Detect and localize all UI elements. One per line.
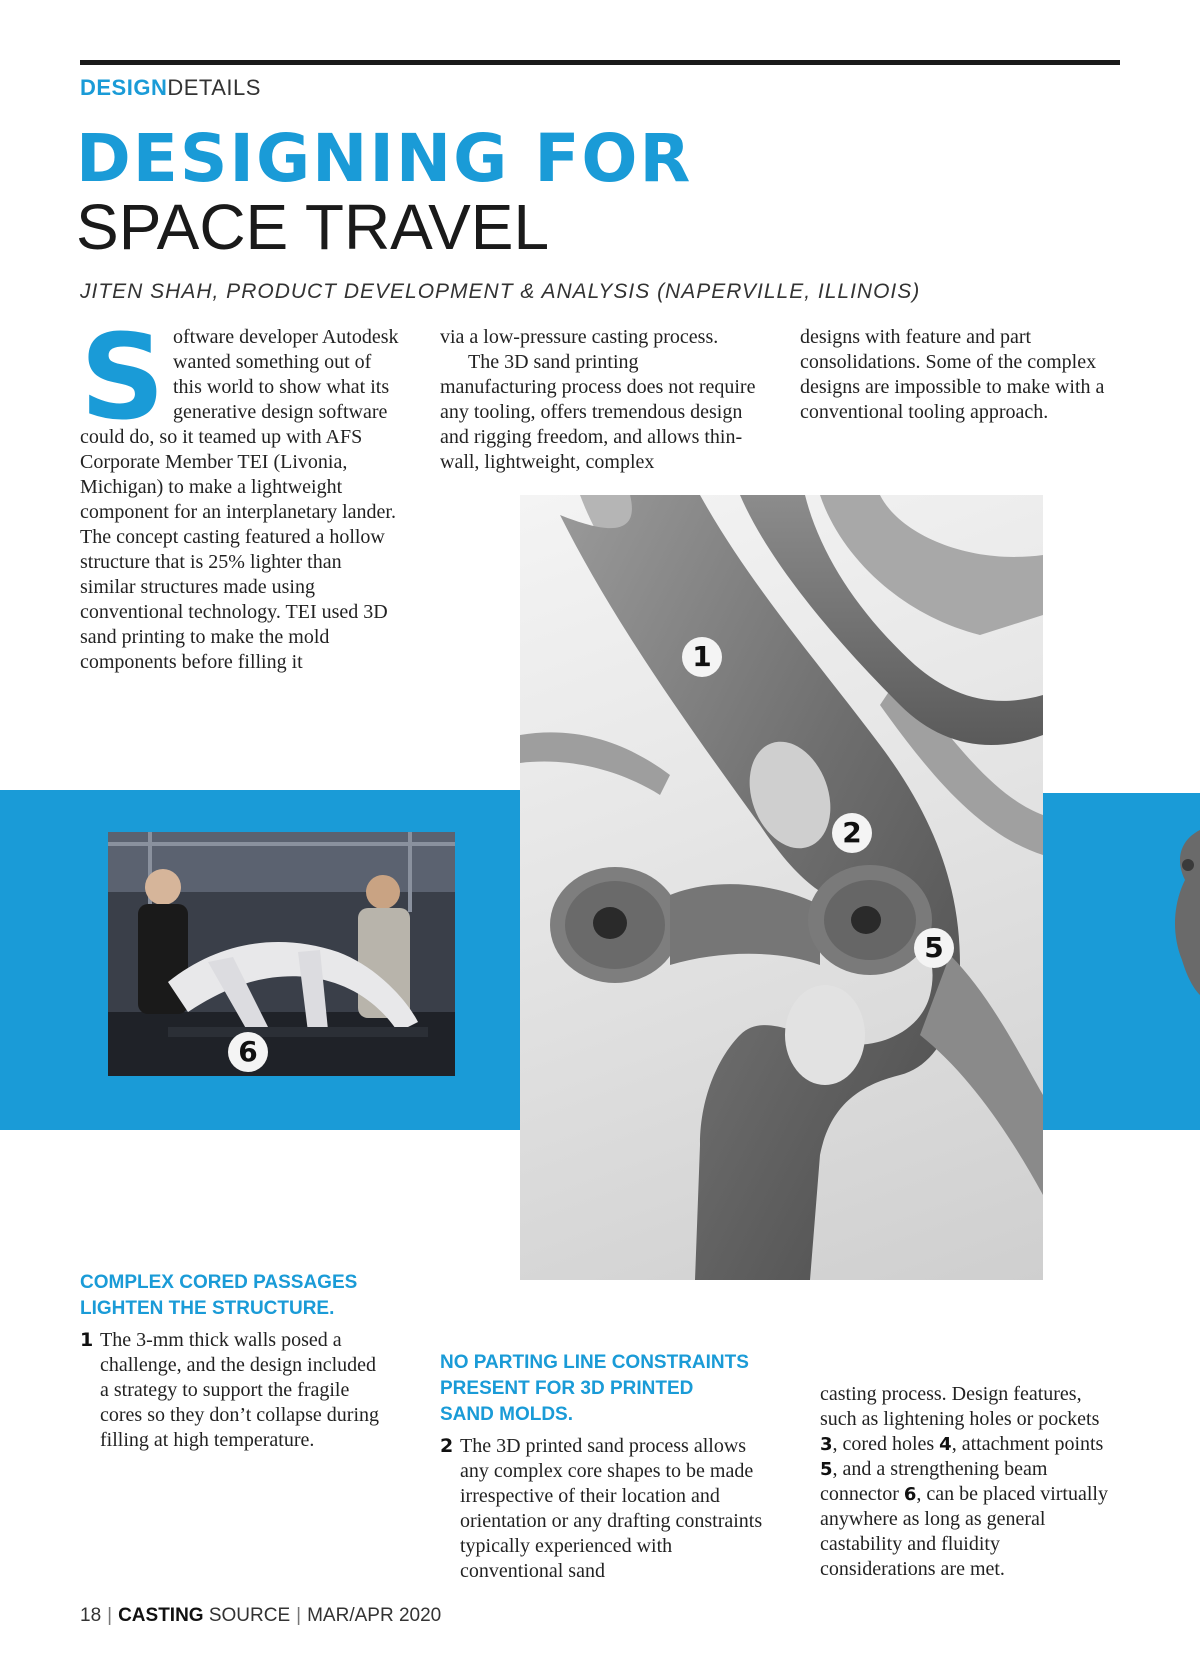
- callout-1-heading: COMPLEX CORED PASSAGES LIGHTEN THE STRUCTURE.: [80, 1272, 358, 1319]
- callout-2-number: 2: [440, 1435, 454, 1457]
- marker-1: 1: [682, 637, 722, 677]
- ref-number-6: 6: [903, 1484, 917, 1505]
- callout-2: [440, 1350, 770, 1584]
- callout-1-number: 1: [80, 1329, 94, 1351]
- callout-2-text: The 3D printed sand process allows any complex core shapes to be made irrespective of their location and orientation or any drafting constraints typically experienced with conventional sand: [460, 1435, 763, 1582]
- page-number: 18: [80, 1605, 102, 1626]
- cont-text-5: , can be placed virtually anywhere as long as general castability and fluidity considerations are met.: [820, 1483, 1108, 1580]
- byline: JITEN SHAH, PRODUCT DEVELOPMENT & ANALYSIS (NAPERVILLE, ILLINOIS): [80, 280, 921, 303]
- casting-sliver: [1170, 820, 1200, 1000]
- casting-sliver-illustration: [1170, 820, 1200, 1000]
- section-label-strong: DESIGN: [80, 75, 168, 100]
- marker-2: 2: [832, 813, 872, 853]
- marker-5: 5: [914, 928, 954, 968]
- engineers-illustration: [108, 832, 455, 1076]
- magazine-name-strong: CASTING: [118, 1605, 204, 1626]
- intro-column-1: [80, 308, 400, 675]
- issue-date: MAR/APR 2020: [307, 1605, 442, 1626]
- cont-text-3: , attachment points: [951, 1433, 1104, 1455]
- section-label: [80, 75, 261, 101]
- intro-column-3: designs with feature and part consolidations. Some of the complex designs are impossible to make with a conventional tooling approach.: [800, 326, 1105, 423]
- headline-line2: SPACE TRAVEL: [76, 191, 550, 263]
- page-footer: 18 | CASTING SOURCE | MAR/APR 2020: [80, 1605, 442, 1626]
- callout-1-text: The 3-mm thick walls posed a challenge, and the design included a strategy to support the fragile cores so they don’t collapse during filling at high temperature.: [100, 1329, 380, 1451]
- callout-2-heading: NO PARTING LINE CONSTRAINTS PRESENT FOR 3D PRINTED SAND MOLDS.: [440, 1352, 749, 1425]
- callout-1-body: [80, 1328, 380, 1453]
- cont-text-1: casting process. Design features, such as lightening holes or pockets: [820, 1383, 1100, 1430]
- intro-col2-p1: via a low-pressure casting process.: [440, 326, 719, 348]
- ref-number-5: 5: [820, 1459, 833, 1480]
- section-label-light: DETAILS: [167, 75, 261, 100]
- magazine-name-rest: SOURCE: [203, 1605, 291, 1626]
- drop-cap: S: [80, 308, 165, 446]
- top-rule: [80, 60, 1120, 65]
- headline-line1: DESIGNING FOR: [76, 120, 693, 197]
- intro-col1-text: oftware developer Autodesk wanted something out of this world to show what its generative design software could do, so it teamed up with AFS Corporate Member TEI (Livonia, Michigan) to make a lightweight component for an interplanetary lander. The concept casting featured a hollow structure that is 25% lighter than similar structures made using conventional technology. TEI used 3D sand printing to make the mold components before filling it: [80, 326, 399, 673]
- callout-1: [80, 1270, 380, 1453]
- marker-6: 6: [228, 1032, 268, 1072]
- ref-number-3: 3: [820, 1434, 833, 1455]
- cont-text-2: , cored holes: [832, 1433, 940, 1455]
- lander-casting-illustration: [520, 495, 1043, 1280]
- engineers-photo: [108, 832, 455, 1076]
- intro-column-2: [440, 325, 760, 475]
- cont-text-4: , and a strengthening beam connector: [820, 1458, 1048, 1505]
- intro-col2-p2: The 3D sand printing manufacturing process does not require any tooling, offers tremendous design and rigging freedom, and allows thin-wall, lightweight, complex: [440, 351, 756, 473]
- callout-2-continued: [820, 1382, 1120, 1582]
- callout-2-body: [440, 1434, 770, 1584]
- ref-number-4: 4: [939, 1434, 952, 1455]
- lander-casting-photo: [520, 495, 1043, 1280]
